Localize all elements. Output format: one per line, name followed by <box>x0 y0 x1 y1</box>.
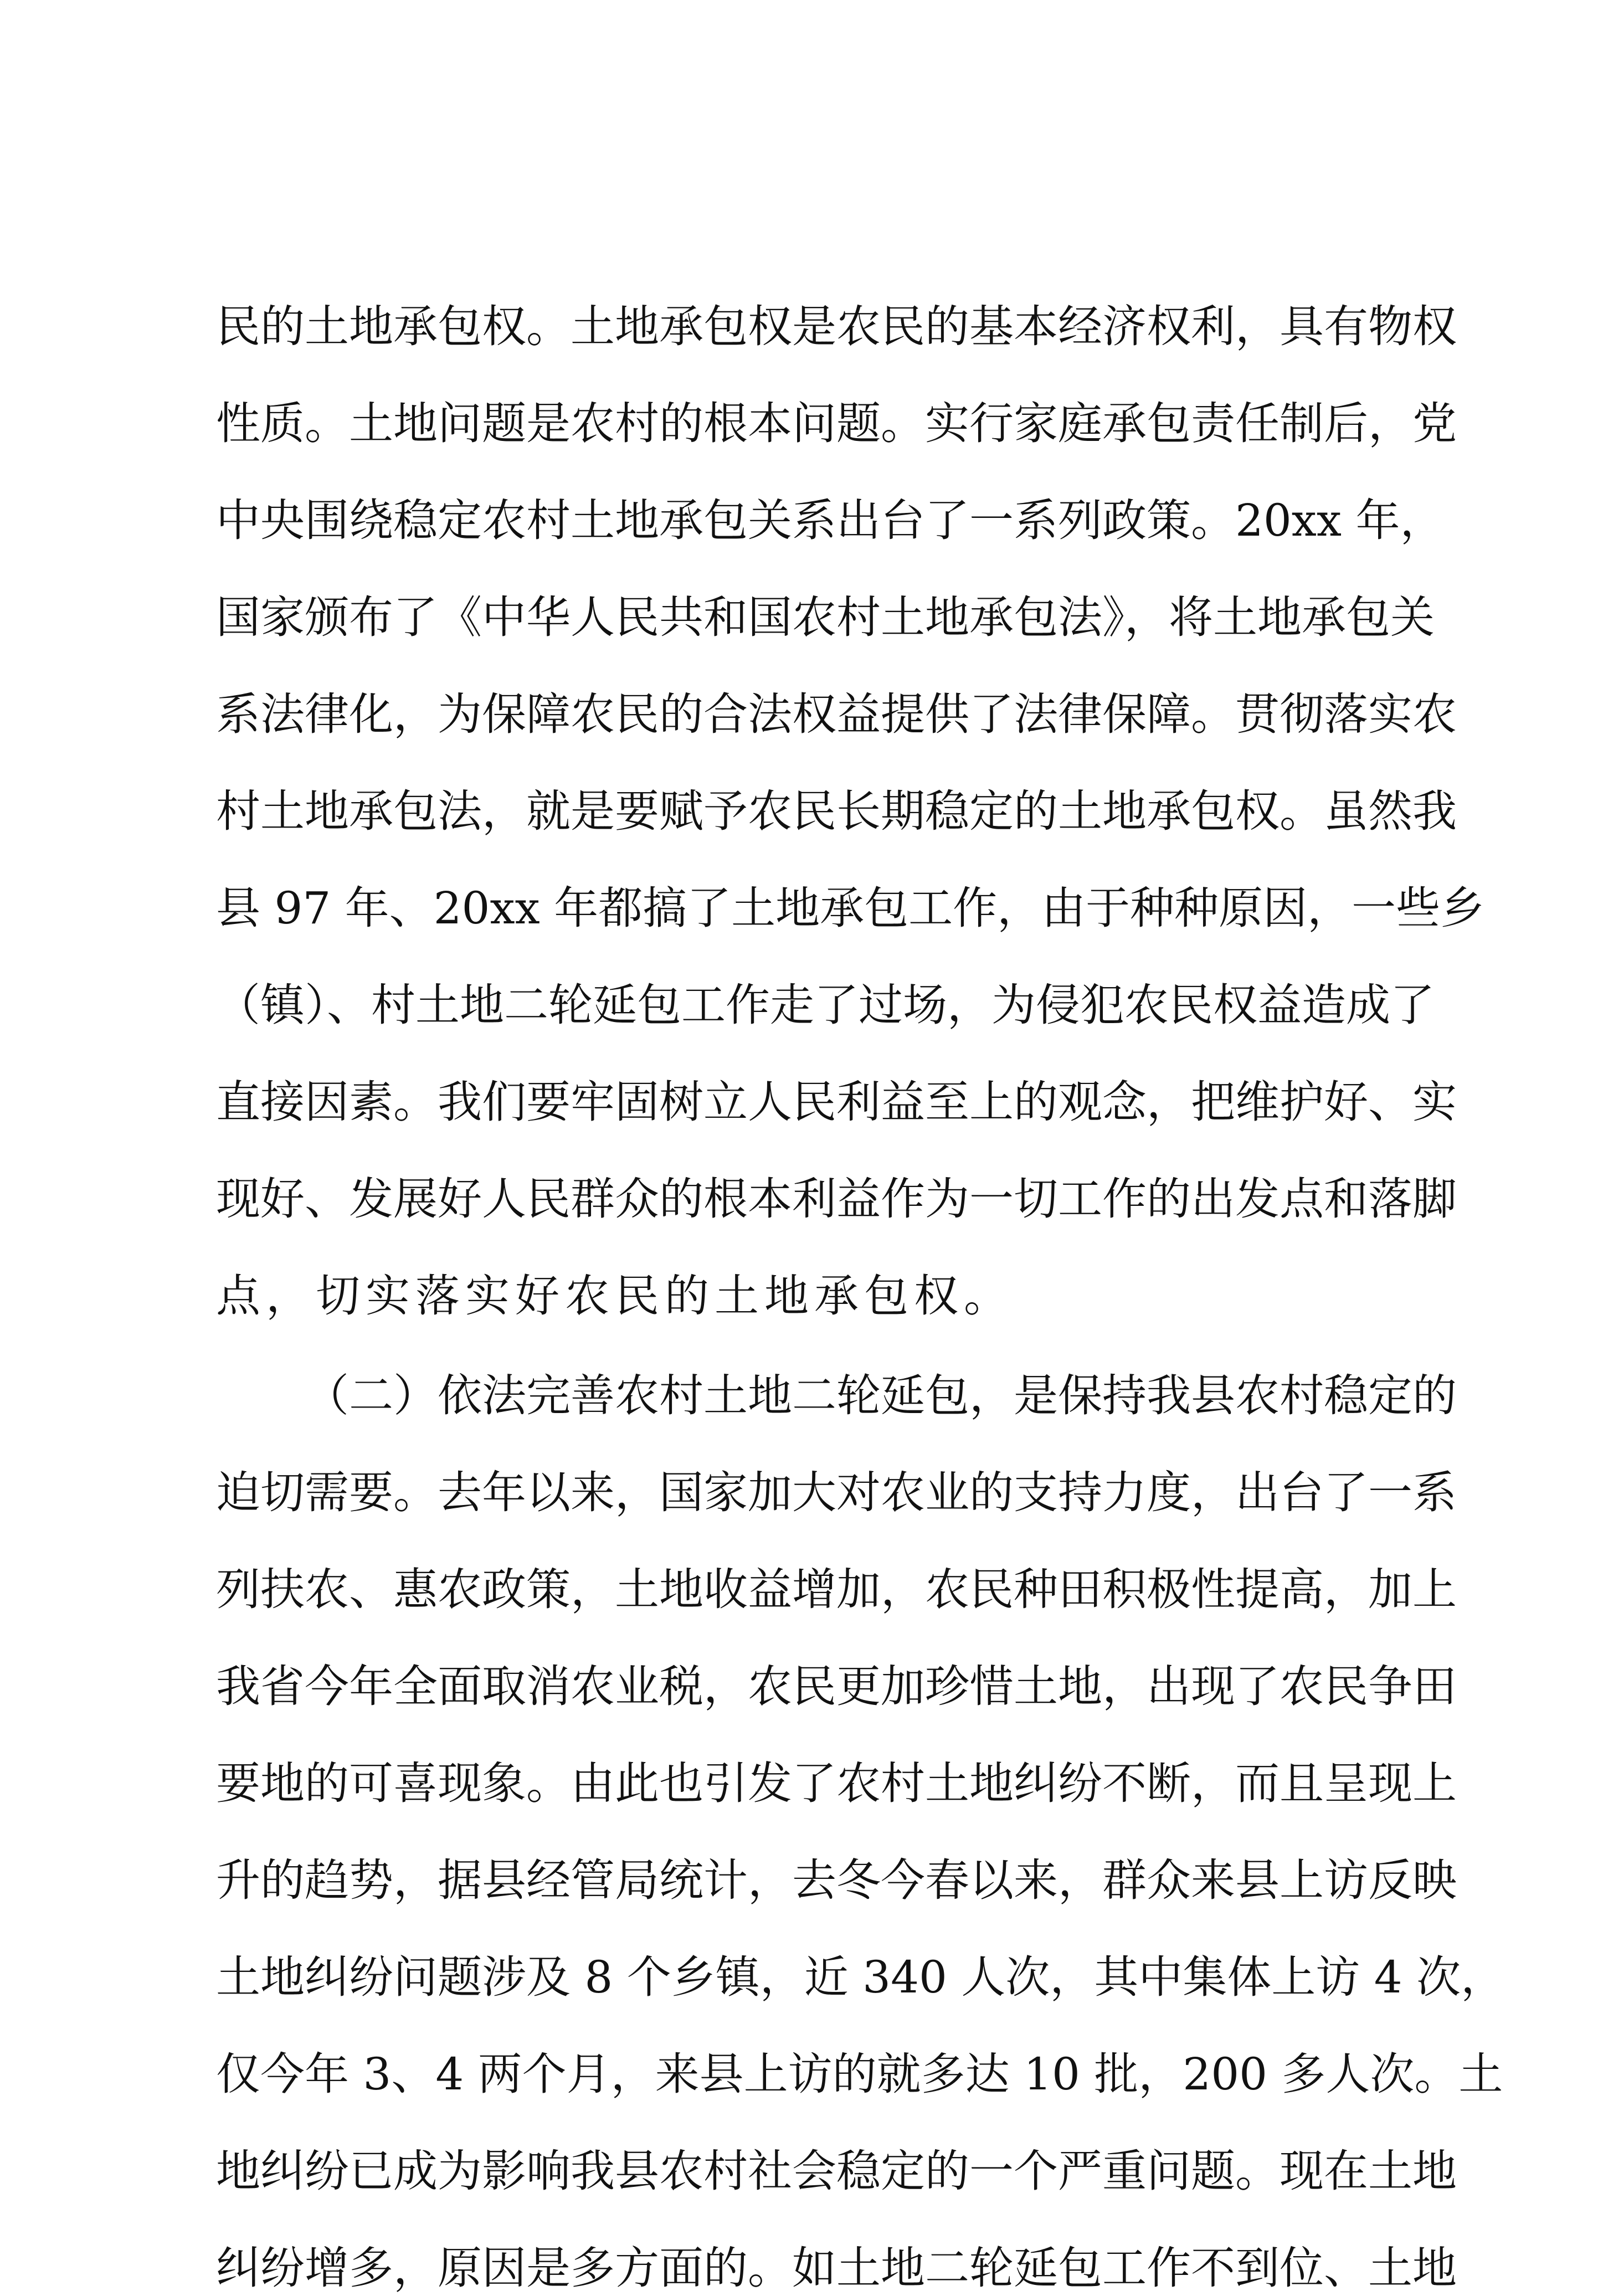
text-line: 迫切需要。去年以来，国家加大对农业的支持力度，出台了一系 <box>216 1467 1457 1518</box>
text-line: 要地的可喜现象。由此也引发了农村土地纠纷不断，而且呈现上 <box>216 1758 1457 1809</box>
text-line: 直接因素。我们要牢固树立人民利益至上的观念，把维护好、实 <box>216 1076 1457 1128</box>
text-line: 点，切实落实好农民的土地承包权。 <box>216 1270 1014 1322</box>
text-line: 县 97 年、20xx 年都搞了土地承包工作，由于种种原因，一些乡 <box>216 882 1485 934</box>
paragraph-first-line: （二）依法完善农村土地二轮延包，是保持我县农村稳定的 <box>305 1370 1457 1421</box>
text-line: 我省今年全面取消农业税，农民更加珍惜土地，出现了农民争田 <box>216 1661 1457 1712</box>
text-line: 地纠纷已成为影响我县农村社会稳定的一个严重问题。现在土地 <box>216 2145 1457 2197</box>
text-line: 系法律化，为保障农民的合法权益提供了法律保障。贯彻落实农 <box>216 689 1457 740</box>
text-line: 现好、发展好人民群众的根本利益作为一切工作的出发点和落脚 <box>216 1173 1457 1225</box>
text-line: 列扶农、惠农政策，土地收益增加，农民种田积极性提高，加上 <box>216 1564 1457 1615</box>
text-line: 中央围绕稳定农村土地承包关系出台了一系列政策。20xx 年， <box>216 495 1445 546</box>
text-line: 仅今年 3、4 两个月，来县上访的就多达 10 批，200 多人次。土 <box>216 2048 1503 2100</box>
text-line: 民的土地承包权。土地承包权是农民的基本经济权利，具有物权 <box>216 301 1457 352</box>
text-line: 村土地承包法，就是要赋予农民长期稳定的土地承包权。虽然我 <box>216 785 1457 837</box>
text-line: 纠纷增多，原因是多方面的。如土地二轮延包工作不到位、土地 <box>216 2242 1457 2294</box>
text-line: （镇）、村土地二轮延包工作走了过场，为侵犯农民权益造成了 <box>216 979 1435 1031</box>
text-line: 土地纠纷问题涉及 8 个乡镇，近 340 人次，其中集体上访 4 次， <box>216 1951 1506 2003</box>
text-line: 升的趋势，据县经管局统计，去冬今春以来，群众来县上访反映 <box>216 1855 1457 1906</box>
text-line: 国家颁布了《中华人民共和国农村土地承包法》，将土地承包关 <box>216 592 1435 643</box>
text-line: 性质。土地问题是农村的根本问题。实行家庭承包责任制后，党 <box>216 398 1457 449</box>
